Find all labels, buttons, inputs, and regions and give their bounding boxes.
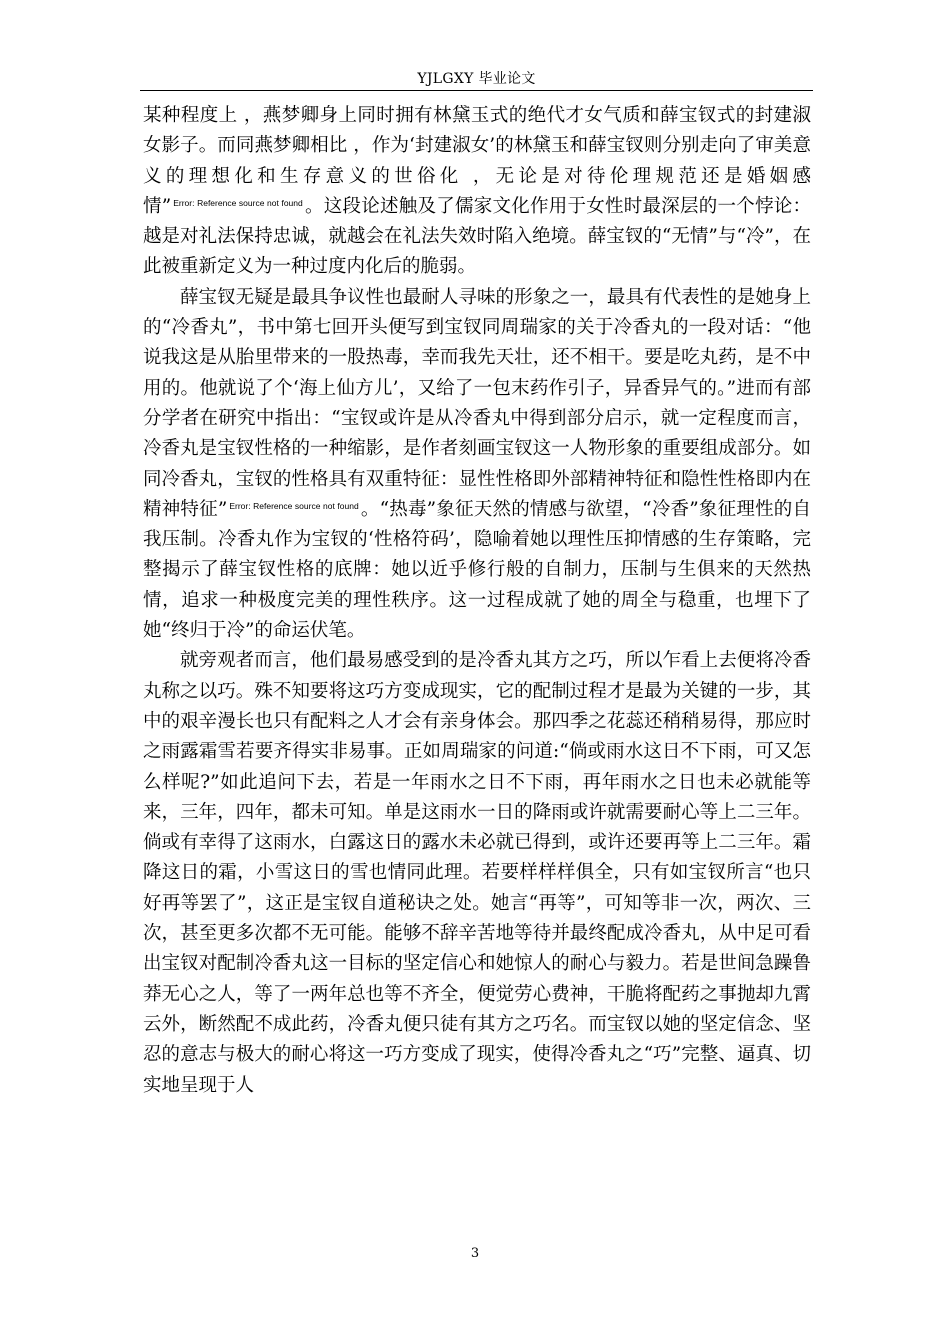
paragraph-3 xyxy=(143,646,811,1100)
header-rule xyxy=(140,90,813,91)
reference-error: Error: Reference source not found xyxy=(173,197,303,208)
paragraph-3-text: 就旁观者而言，他们最易感受到的是冷香丸其方之巧，所以乍看上去便将冷香丸称之以巧。殊不知要将这巧方变成现实，它的配制过程才是最为关键的一步，其中的艰辛漫长也只有配料之人才会有亲身体会。那四季之花蕊还稍稍易得，那应时之雨露霜雪若要齐得实非易事。正如周瑞家的问道:“倘或雨水这日不下雨，可又怎么样呢?”如此追问下去，若是一年雨水之日不下雨，再年雨水之日也未必就能等来，三年，四年，都未可知。单是这雨水一日的降雨或许就需要耐心等上二三年。倘或有幸得了这雨水，白露这日的露水未必就已得到，或许还要再等上二三年。霜降这日的霜，小雪这日的雪也情同此理。若要样样样俱全，只有如宝钗所言“也只好再等罢了”，这正是宝钗自道秘诀之处。她言“再等”，可知等非一次，两次、三次，甚至更多次都不无可能。能够不辞辛苦地等待并最终配成冷香丸，从中足可看出宝钗对配制冷香丸这一目标的坚定信心和她惊人的耐心与毅力。若是世间急躁鲁莽无心之人，等了一两年总也等不齐全，便觉劳心费神，干脆将配药之事抛却九霄云外，断然配不成此药，冷香丸便只徒有其方之巧名。而宝钗以她的坚定信念、坚忍的意志与极大的耐心将这一巧方变成了现实，使得冷香丸之“巧”完整、逼真、切实地呈现于人 xyxy=(143,650,811,1096)
paragraph-2 xyxy=(143,283,811,647)
body-text xyxy=(143,101,811,1101)
reference-error: Error: Reference source not found xyxy=(229,500,359,511)
page-number: 3 xyxy=(470,1246,480,1261)
paragraph-1 xyxy=(143,101,811,283)
paragraph-2-text-cont: 。“热毒”象征天然的情感与欲望，“冷香”象征理性的自我压制。冷香丸作为宝钗的‘性格符码’，隐喻着她以理性压抑情感的生存策略，完整揭示了薛宝钗性格的底牌：她以近乎修行般的自制力，压制与生俱来的天然热情，追求一种极度完美的理性秩序。这一过程成就了她的周全与稳重，也埋下了她“终归于冷”的命运伏笔。 xyxy=(143,498,811,642)
paragraph-1-text: 某种程度上 ，燕梦卿身上同时拥有林黛玉式的绝代才女气质和薛宝钗式的封建淑女影子。而同燕梦卿相比 ，作为‘封建淑女’的林黛玉和薛宝钗则分别走向了审美意义的理想化和生存意义的世俗化 ，无论是对待伦理规范还是婚姻感情” xyxy=(143,105,811,217)
paragraph-1-text-cont: 。这段论述触及了儒家文化作用于女性时最深层的一个悖论：越是对礼法保持忠诚，就越会在礼法失效时陷入绝境。薛宝钗的“无情”与“冷”，在此被重新定义为一种过度内化后的脆弱。 xyxy=(143,195,811,278)
paragraph-2-text: 薛宝钗无疑是最具争议性也最耐人寻味的形象之一，最具有代表性的是她身上的“冷香丸”，书中第七回开头便写到宝钗同周瑞家的关于冷香丸的一段对话：“他说我这是从胎里带来的一股热毒，幸而我先天壮，还不相干。要是吃丸药，是不中用的。他就说了个‘海上仙方儿’，又给了一包末药作引子，异香异气的。”进而有部分学者在研究中指出：“宝钗或许是从冷香丸中得到部分启示，就一定程度而言，冷香丸是宝钗性格的一种缩影，是作者刻画宝钗这一人物形象的重要组成部分。如同冷香丸，宝钗的性格具有双重特征：显性性格即外部精神特征和隐性性格即内在精神特征” xyxy=(143,286,811,520)
running-header: YJLGXY 毕业论文 xyxy=(417,71,536,87)
